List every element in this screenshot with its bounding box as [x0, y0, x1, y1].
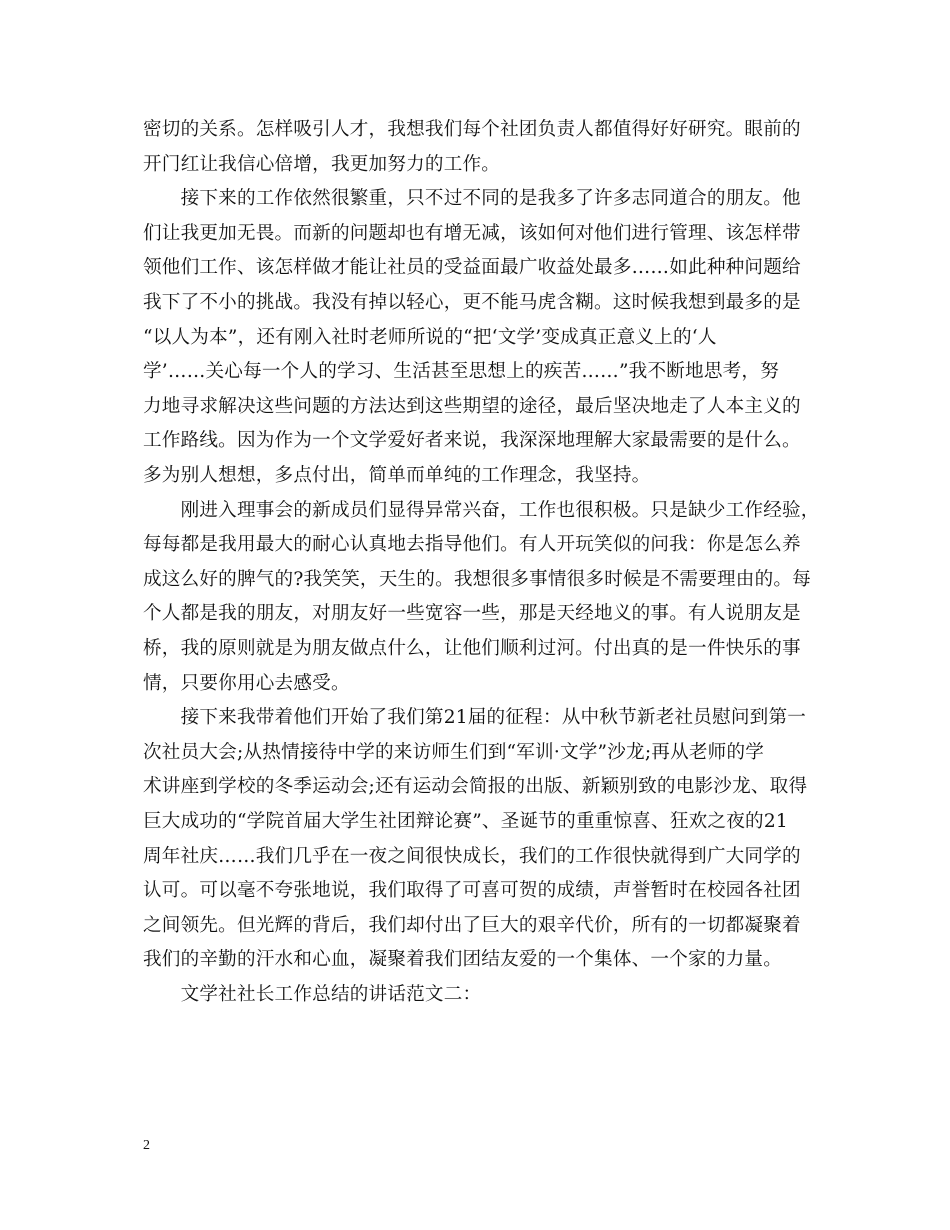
text-line: 密切的关系。怎样吸引人才，我想我们每个社团负责人都值得好好研究。眼前的	[143, 119, 801, 140]
text-line: 情，只要你用心去感受。	[143, 672, 350, 694]
text-line: 每每都是我用最大的耐心认真地去指导他们。有人开玩笑似的问我：你是怎么养	[143, 534, 801, 556]
text-line: 我们的辛勤的汗水和心血，凝聚着我们团结友爱的一个集体、一个家的力量。	[143, 949, 782, 971]
text-line: 文学社社长工作总结的讲话范文二：	[143, 984, 482, 1005]
page-number: 2	[143, 1138, 150, 1153]
text-line: 认可。可以毫不夸张地说，我们取得了可喜可贺的成绩，声誉暂时在校园各社团	[143, 880, 801, 902]
text-line: 学’……关心每一个人的学习、生活甚至思想上的疾苦……”我不断地思考，努	[143, 361, 780, 383]
text-line: 刚进入理事会的新成员们显得异常兴奋，工作也很积极。只是缺少工作经验，	[143, 499, 820, 521]
text-line: 周年社庆……我们几乎在一夜之间很快成长，我们的工作很快就得到广大同学的	[143, 845, 801, 867]
text-line: 力地寻求解决这些问题的方法达到这些期望的途径，最后坚决地走了人本主义的	[143, 395, 801, 417]
text-line: “以人为本”，还有刚入社时老师所说的“把‘文学’变成真正意义上的‘人	[143, 326, 717, 348]
text-line: 巨大成功的“学院首届大学生社团辩论赛”、圣诞节的重重惊喜、狂欢之夜的21	[143, 811, 788, 832]
text-line: 接下来我带着他们开始了我们第21届的征程：从中秋节新老社员慰问到第一	[143, 707, 807, 729]
text-line: 接下来的工作依然很繁重，只不过不同的是我多了许多志同道合的朋友。他	[143, 188, 801, 210]
text-line: 多为别人想想，多点付出，简单而单纯的工作理念，我坚持。	[143, 465, 651, 486]
text-line: 次社员大会;从热情接待中学的来访师生们到“军训·文学”沙龙;再从老师的学	[143, 741, 765, 763]
text-line: 我下了不小的挑战。我没有掉以轻心，更不能马虎含糊。这时候我想到最多的是	[143, 292, 801, 313]
text-line: 们让我更加无畏。而新的问题却也有增无减，该如何对他们进行管理、该怎样带	[143, 222, 801, 244]
text-line: 领他们工作、该怎样做才能让社员的受益面最广收益处最多……如此种种问题给	[143, 257, 801, 279]
text-line: 术讲座到学校的冬季运动会;还有运动会简报的出版、新颖别致的电影沙龙、取得	[143, 776, 808, 798]
text-line: 桥，我的原则就是为朋友做点什么，让他们顺利过河。付出真的是一件快乐的事	[143, 638, 801, 659]
text-line: 工作路线。因为作为一个文学爱好者来说，我深深地理解大家最需要的是什么。	[143, 430, 801, 452]
text-line: 开门红让我信心倍增，我更加努力的工作。	[143, 153, 501, 175]
text-line: 之间领先。但光辉的背后，我们却付出了巨大的艰辛代价，所有的一切都凝聚着	[143, 914, 801, 936]
text-line: 成这么好的脾气的?我笑笑，天生的。我想很多事情很多时候是不需要理由的。每	[143, 568, 811, 590]
text-line: 个人都是我的朋友，对朋友好一些宽容一些，那是天经地义的事。有人说朋友是	[143, 603, 801, 625]
